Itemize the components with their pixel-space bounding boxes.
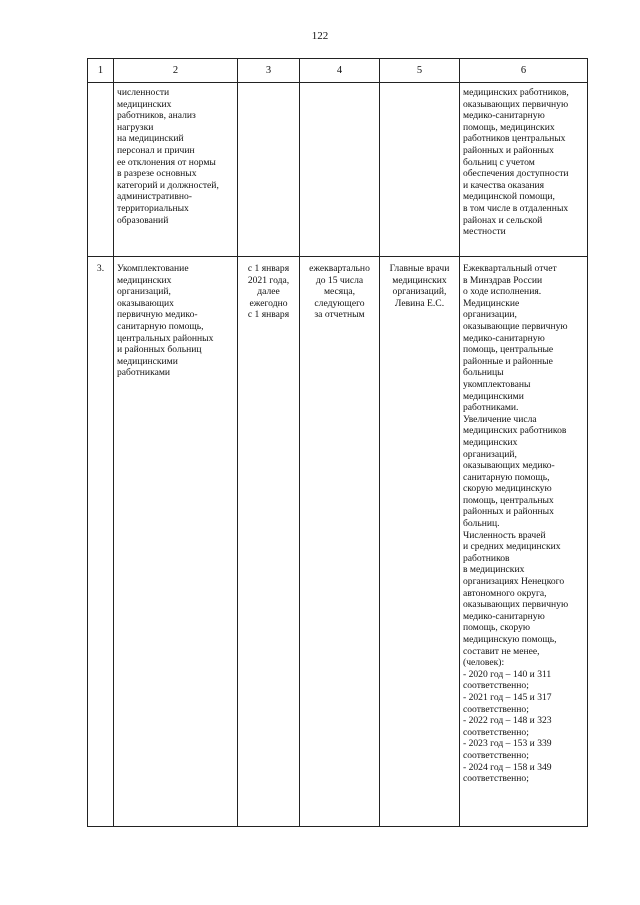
measure-cell [114, 83, 238, 257]
plan-table [87, 58, 588, 827]
cell-text-line: помощь, медицинских [463, 121, 555, 133]
cell-text-line: помощь, скорую [463, 622, 531, 634]
cell-text-line: медицинскими [117, 355, 178, 367]
cell-text-line: месяца, [323, 286, 356, 298]
cell-text-line: районных и районных [463, 144, 554, 156]
cell-text-line: и районных больниц [117, 344, 202, 356]
cell-text-line: оказывающих [117, 297, 174, 309]
cell-text-line: больниц с учетом [463, 156, 535, 168]
cell-text-line: медицинской помощи, [463, 191, 555, 203]
cell-text-line: территориальных [117, 202, 189, 214]
cell-text-line: в разрезе основных [117, 168, 197, 180]
cell-text-line: численности [117, 87, 170, 98]
column-header: 4 [300, 59, 380, 83]
cell-text-line: соответственно; [463, 726, 529, 738]
cell-text-line: работников, анализ [117, 110, 196, 122]
result-cell [460, 83, 588, 257]
cell-text-line: до 15 числа [315, 274, 364, 286]
cell-text-line: первичную медико- [117, 309, 198, 321]
cell-text-line: ежеквартально [309, 263, 370, 274]
column-header: 1 [88, 59, 114, 83]
cell-text-line: соответственно; [463, 749, 529, 761]
result-cell [460, 257, 588, 827]
cell-text-line: районных и районных [463, 506, 554, 518]
cell-text-line: с 1 января [247, 309, 290, 321]
cell-text-line: следующего [314, 297, 365, 309]
cell-text-line: оказывающих медико- [463, 460, 555, 472]
cell-text-line: медицинских [117, 274, 172, 286]
cell-text-line: организаций, [463, 448, 517, 460]
cell-text-line: медико-санитарную [463, 332, 545, 344]
cell-text-line: соответственно; [463, 680, 529, 692]
cell-text-line: на медицинский [117, 133, 184, 145]
responsible-cell [380, 257, 460, 827]
cell-text-line: и средних медицинских [463, 541, 561, 553]
cell-text-line: автономного округа, [463, 587, 547, 599]
page-number: 122 [311, 30, 329, 42]
cell-text-line: медицинскими [463, 390, 524, 402]
cell-text-line: в Минздрав России [463, 274, 543, 286]
cell-text-line: Укомплектование [117, 263, 189, 274]
cell-text-line: далее [257, 286, 280, 298]
column-header: 2 [114, 59, 238, 83]
cell-text-line: с 1 января [247, 263, 290, 274]
deadline-cell [238, 257, 300, 827]
cell-text-line: (человек): [463, 657, 505, 669]
cell-text-line: санитарную помощь, [117, 320, 204, 332]
measure-cell [114, 257, 238, 827]
cell-text-line: ежегодно [249, 297, 288, 309]
cell-text-line: медицинских работников, [463, 87, 569, 98]
cell-text-line: медицинских [463, 436, 518, 448]
cell-text-line: - 2023 год – 153 и 339 [463, 738, 552, 750]
cell-text-line: укомплектованы [463, 378, 531, 390]
cell-text-line: районные и районные [463, 355, 553, 367]
cell-text-line: помощь, центральные [463, 344, 554, 356]
cell-text-line: организациях Ненецкого [463, 576, 565, 588]
cell-text-line: работниками [117, 367, 171, 379]
cell-text-line: медицинскую помощь, [463, 634, 557, 645]
cell-text-line: работниками. [463, 402, 519, 414]
cell-text-line: санитарную помощь, [463, 471, 550, 483]
cell-text-line: за отчетным [314, 309, 365, 321]
cell-text-line: центральных районных [117, 332, 214, 344]
cell-text-line: помощь, центральных [463, 494, 554, 506]
cell-text-line: соответственно; [463, 773, 529, 785]
cell-text-line: Главные врачи [389, 263, 450, 274]
cell-text-line: категорий и должностей, [117, 179, 219, 191]
table-row [88, 257, 588, 827]
cell-text-line: обеспечения доступности [463, 168, 569, 180]
cell-text-line: больниц. [463, 518, 500, 530]
column-header: 5 [380, 59, 460, 83]
column-header: 6 [460, 59, 588, 83]
responsible-cell [380, 83, 460, 257]
cell-text-line: организации, [463, 309, 517, 321]
cell-text-line: составит не менее, [463, 645, 540, 657]
cell-text-line: в медицинских [463, 564, 525, 576]
cell-text-line: больницы [463, 367, 504, 379]
row-number-cell [88, 83, 114, 257]
cell-text-line: ее отклонения от нормы [117, 156, 216, 168]
cell-text-line: оказывающих первичную [463, 599, 569, 611]
cell-text-line: - 2021 год – 145 и 317 [463, 691, 552, 703]
cell-text-line: о ходе исполнения. [463, 286, 542, 298]
table-row [88, 83, 588, 257]
deadline-cell [238, 83, 300, 257]
cell-text-line: соответственно; [463, 703, 529, 715]
cell-text-line: медико-санитарную [463, 110, 545, 122]
reporting-cell [300, 257, 380, 827]
cell-text-line: работников центральных [463, 133, 566, 145]
row-number-cell: 3. [88, 257, 114, 827]
cell-text-line: Ежеквартальный отчет [463, 263, 557, 274]
cell-text-line: административно- [117, 191, 192, 203]
cell-text-line: районах и сельской [463, 214, 543, 226]
cell-text-line: Численность врачей [463, 529, 546, 541]
reporting-cell [300, 83, 380, 257]
cell-text-line: - 2024 год – 158 и 349 [463, 761, 552, 773]
column-header: 3 [238, 59, 300, 83]
cell-text-line: организаций, [392, 286, 447, 298]
cell-text-line: скорую медицинскую [463, 483, 552, 495]
cell-text-line: медицинских работников [463, 425, 567, 437]
cell-text-line: местности [463, 226, 506, 238]
cell-text-line: и качества оказания [463, 179, 545, 191]
cell-text-line: - 2022 год – 148 и 323 [463, 715, 552, 727]
cell-text-line: Медицинские [463, 297, 520, 309]
cell-text-line: в том числе в отдаленных [463, 202, 569, 214]
cell-text-line: оказывающие первичную [463, 320, 568, 332]
cell-text-line: оказывающих первичную [463, 98, 569, 110]
cell-text-line: медико-санитарную [463, 610, 545, 622]
cell-text-line: Увеличение числа [463, 413, 537, 425]
cell-text-line: персонал и причин [117, 144, 195, 156]
cell-text-line: 2021 года, [247, 274, 290, 286]
cell-text-line: медицинских [117, 98, 172, 110]
cell-text-line: медицинских [392, 274, 447, 286]
cell-text-line: нагрузки [117, 121, 154, 133]
cell-text-line: - 2020 год – 140 и 311 [463, 668, 552, 680]
cell-text-line: работников [463, 552, 510, 564]
cell-text-line: образований [117, 214, 169, 226]
cell-text-line: Левина Е.С. [394, 297, 445, 309]
cell-text-line: организаций, [117, 286, 171, 298]
header-row [88, 59, 588, 83]
